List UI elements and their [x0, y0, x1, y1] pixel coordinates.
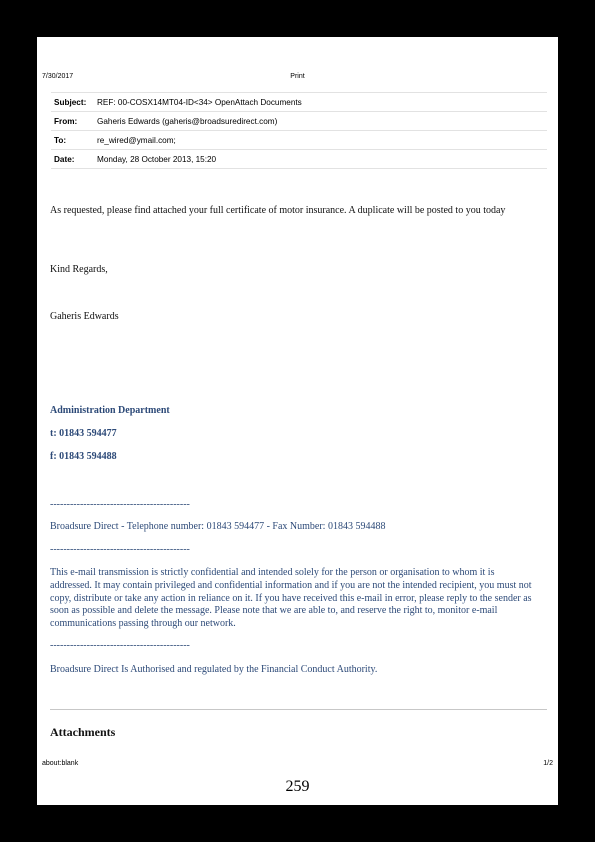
message-sender-name: Gaheris Edwards	[50, 311, 119, 322]
meta-row-to	[51, 131, 547, 150]
signature-phone: t: 01843 594477	[50, 428, 117, 439]
print-date: 7/30/2017	[42, 73, 74, 80]
disclaimer-contact-line: Broadsure Direct - Telephone number: 01843 594477 - Fax Number: 01843 594488	[50, 521, 386, 532]
attachments-heading: Attachments	[50, 725, 116, 739]
disclaimer-regulation: Broadsure Direct Is Authorised and regulated by the Financial Conduct Authority.	[50, 664, 378, 675]
meta-row-from	[51, 112, 547, 131]
meta-label: From:	[51, 112, 94, 131]
disclaimer-divider: ------------------------------------------	[50, 544, 190, 555]
email-meta-table	[51, 92, 547, 169]
signature-fax: f: 01843 594488	[50, 451, 117, 462]
print-title: Print	[290, 73, 305, 80]
meta-value-subject: REF: 00-COSX14MT04-ID<34> OpenAttach Documents	[94, 93, 547, 112]
print-header	[37, 73, 558, 83]
disclaimer-confidentiality: This e-mail transmission is strictly confidential and intended solely for the person or organisation to whom it is addressed. It may contain privileged and confidential information and if you are not the intended recipient, you must not copy, distribute or take any action in reliance on it. If you have received this e-mail in error, please reply to the sender as soon as possible and delete the message. Please note that we are able to, and reserve the right to, monitor e-mail communications passing through our network.	[50, 567, 532, 630]
printed-page	[37, 37, 558, 805]
disclaimer-divider: ------------------------------------------	[50, 499, 190, 510]
message-paragraph: As requested, please find attached your full certificate of motor insurance. A duplicate will be posted to you today	[50, 205, 506, 216]
meta-label: To:	[51, 131, 94, 150]
meta-label: Date:	[51, 150, 94, 169]
print-footer-page: 1/2	[543, 760, 553, 767]
meta-value-date: Monday, 28 October 2013, 15:20	[94, 150, 547, 169]
meta-row-subject	[51, 93, 547, 112]
meta-label: Subject:	[51, 93, 94, 112]
print-footer-url: about:blank	[42, 760, 79, 767]
disclaimer-divider: ------------------------------------------	[50, 640, 190, 651]
meta-row-date	[51, 150, 547, 169]
section-divider	[50, 709, 547, 710]
signature-department: Administration Department	[50, 405, 170, 416]
meta-value-from: Gaheris Edwards (gaheris@broadsuredirect.com)	[94, 112, 547, 131]
message-closing: Kind Regards,	[50, 264, 108, 275]
page-number: 259	[285, 778, 310, 795]
meta-value-to: re_wired@ymail.com;	[94, 131, 547, 150]
